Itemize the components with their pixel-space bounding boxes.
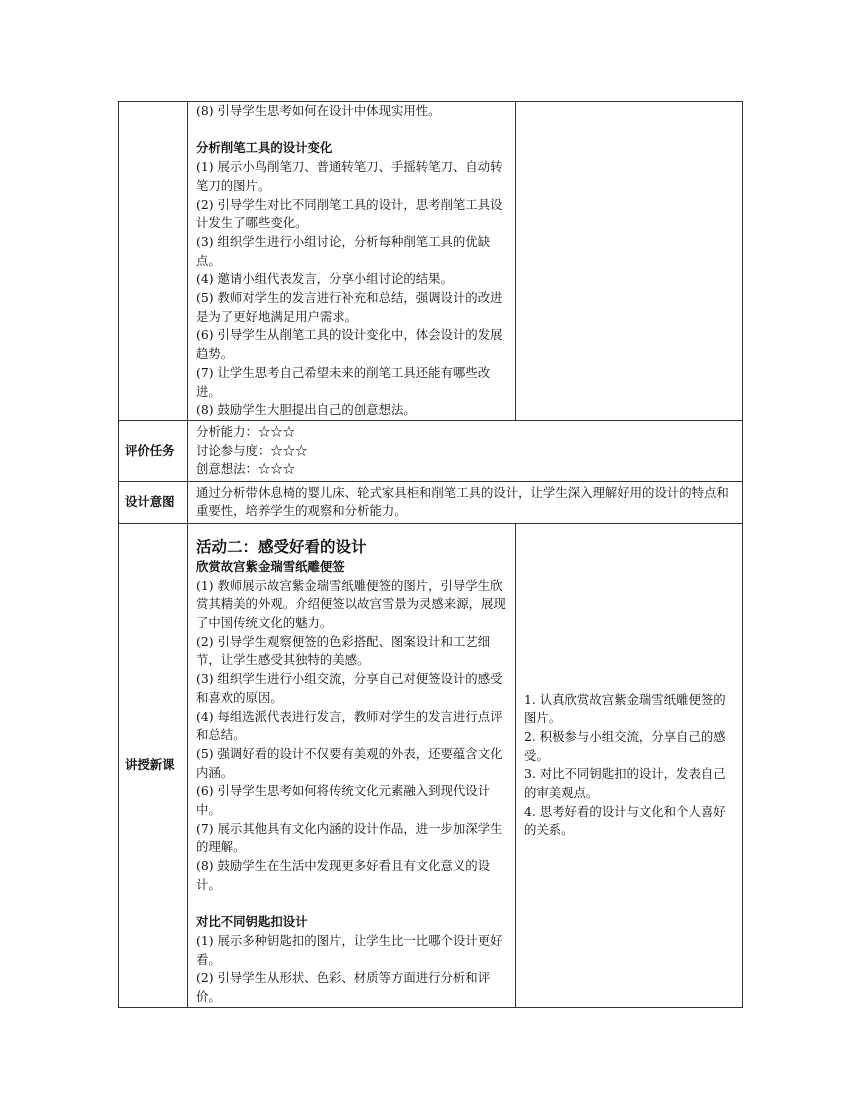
activity-line: (5) 教师对学生的发言进行补充和总结，强调设计的改进是为了更好地满足用户需求。 (196, 290, 503, 324)
activity-line: (1) 展示多种钥匙扣的图片，让学生比一比哪个设计更好看。 (196, 932, 503, 967)
activity-line: (2) 引导学生从形状、色彩、材质等方面进行分析和评价。 (196, 970, 491, 1005)
activity-line: (3) 组织学生进行小组交流，分享自己对便签设计的感受和喜欢的原因。 (196, 671, 503, 705)
activity-line: (1) 展示小鸟削笔刀、普通转笔刀、手摇转笔刀、自动转笔刀的图片。 (196, 159, 503, 193)
activity-line: (4) 每组选派代表进行发言，教师对学生的发言进行点评和总结。 (196, 708, 503, 743)
activity-line: (1) 教师展示故宫紫金瑞雪纸雕便签的图片，引导学生欣赏其精美的外观。介绍便签以故宫雪景为灵感来源，展现了中国传统文化的魅力。 (196, 577, 506, 631)
activity-line: (4) 邀请小组代表发言，分享小组讨论的结果。 (196, 271, 453, 287)
row-label-evaluation: 评价任务 (119, 420, 188, 481)
activity-line: (7) 让学生思考自己希望未来的削笔工具还能有哪些改进。 (196, 364, 491, 399)
activity-title: 活动二：感受好看的设计 (196, 537, 367, 556)
design-intent-cell (188, 481, 743, 523)
section-heading: 分析削笔工具的设计变化 (196, 140, 333, 156)
student-activity-item: 3. 对比不同钥匙扣的设计，发表自己的审美观点。 (524, 766, 726, 801)
student-activity-empty (516, 102, 743, 421)
table-row-continuation (119, 102, 743, 421)
student-activity-item: 4. 思考好看的设计与文化和个人喜好的关系。 (524, 803, 726, 838)
activity-line: (7) 展示其他具有文化内涵的设计作品，进一步加深学生的理解。 (196, 820, 503, 855)
activity-line: (3) 组织学生进行小组讨论，分析每种削笔工具的优缺点。 (196, 233, 491, 268)
activity-content-cell (188, 102, 516, 421)
evaluation-item: 讨论参与度：☆☆☆ (196, 442, 308, 458)
student-activity-cell (516, 523, 743, 1007)
section-heading: 欣赏故宫紫金瑞雪纸雕便签 (196, 558, 345, 574)
activity-line: (8) 鼓励学生在生活中发现更多好看且有文化意义的设计。 (196, 858, 491, 892)
student-activity-item: 2. 积极参与小组交流，分享自己的感受。 (524, 728, 726, 763)
table-row-evaluation (119, 420, 743, 481)
activity-line: (2) 引导学生观察便签的色彩搭配、图案设计和工艺细节，让学生感受其独特的美感。 (196, 633, 491, 668)
table-row-teaching (119, 523, 743, 1007)
row-label-empty (119, 102, 188, 421)
evaluation-cell (188, 420, 743, 481)
section-heading: 对比不同钥匙扣设计 (196, 914, 308, 930)
activity-line: (6) 引导学生思考如何将传统文化元素融入到现代设计中。 (196, 783, 491, 818)
activity-line: (8) 引导学生思考如何在设计中体现实用性。 (196, 103, 441, 118)
activity-line: (2) 引导学生对比不同削笔工具的设计，思考削笔工具设计发生了哪些变化。 (196, 196, 503, 231)
table-row-design-intent (119, 481, 743, 523)
evaluation-item: 创意想法：☆☆☆ (196, 461, 296, 477)
teaching-content-cell (188, 523, 516, 1007)
row-label-design-intent: 设计意图 (119, 481, 188, 523)
evaluation-item: 分析能力：☆☆☆ (196, 423, 296, 439)
activity-line: (8) 鼓励学生大胆提出自己的创意想法。 (196, 402, 416, 418)
student-activity-item: 1. 认真欣赏故宫紫金瑞雪纸雕便签的图片。 (524, 691, 726, 726)
design-intent-text: 通过分析带休息椅的婴儿床、轮式家具柜和削笔工具的设计，让学生深入理解好用的设计的特点和重要性，培养学生的观察和分析能力。 (196, 484, 729, 519)
activity-line: (6) 引导学生从削笔工具的设计变化中，体会设计的发展趋势。 (196, 327, 503, 362)
row-label-teaching: 讲授新课 (119, 523, 188, 1007)
lesson-plan-table (118, 101, 743, 1008)
activity-line: (5) 强调好看的设计不仅要有美观的外表，还要蕴含文化内涵。 (196, 745, 503, 780)
